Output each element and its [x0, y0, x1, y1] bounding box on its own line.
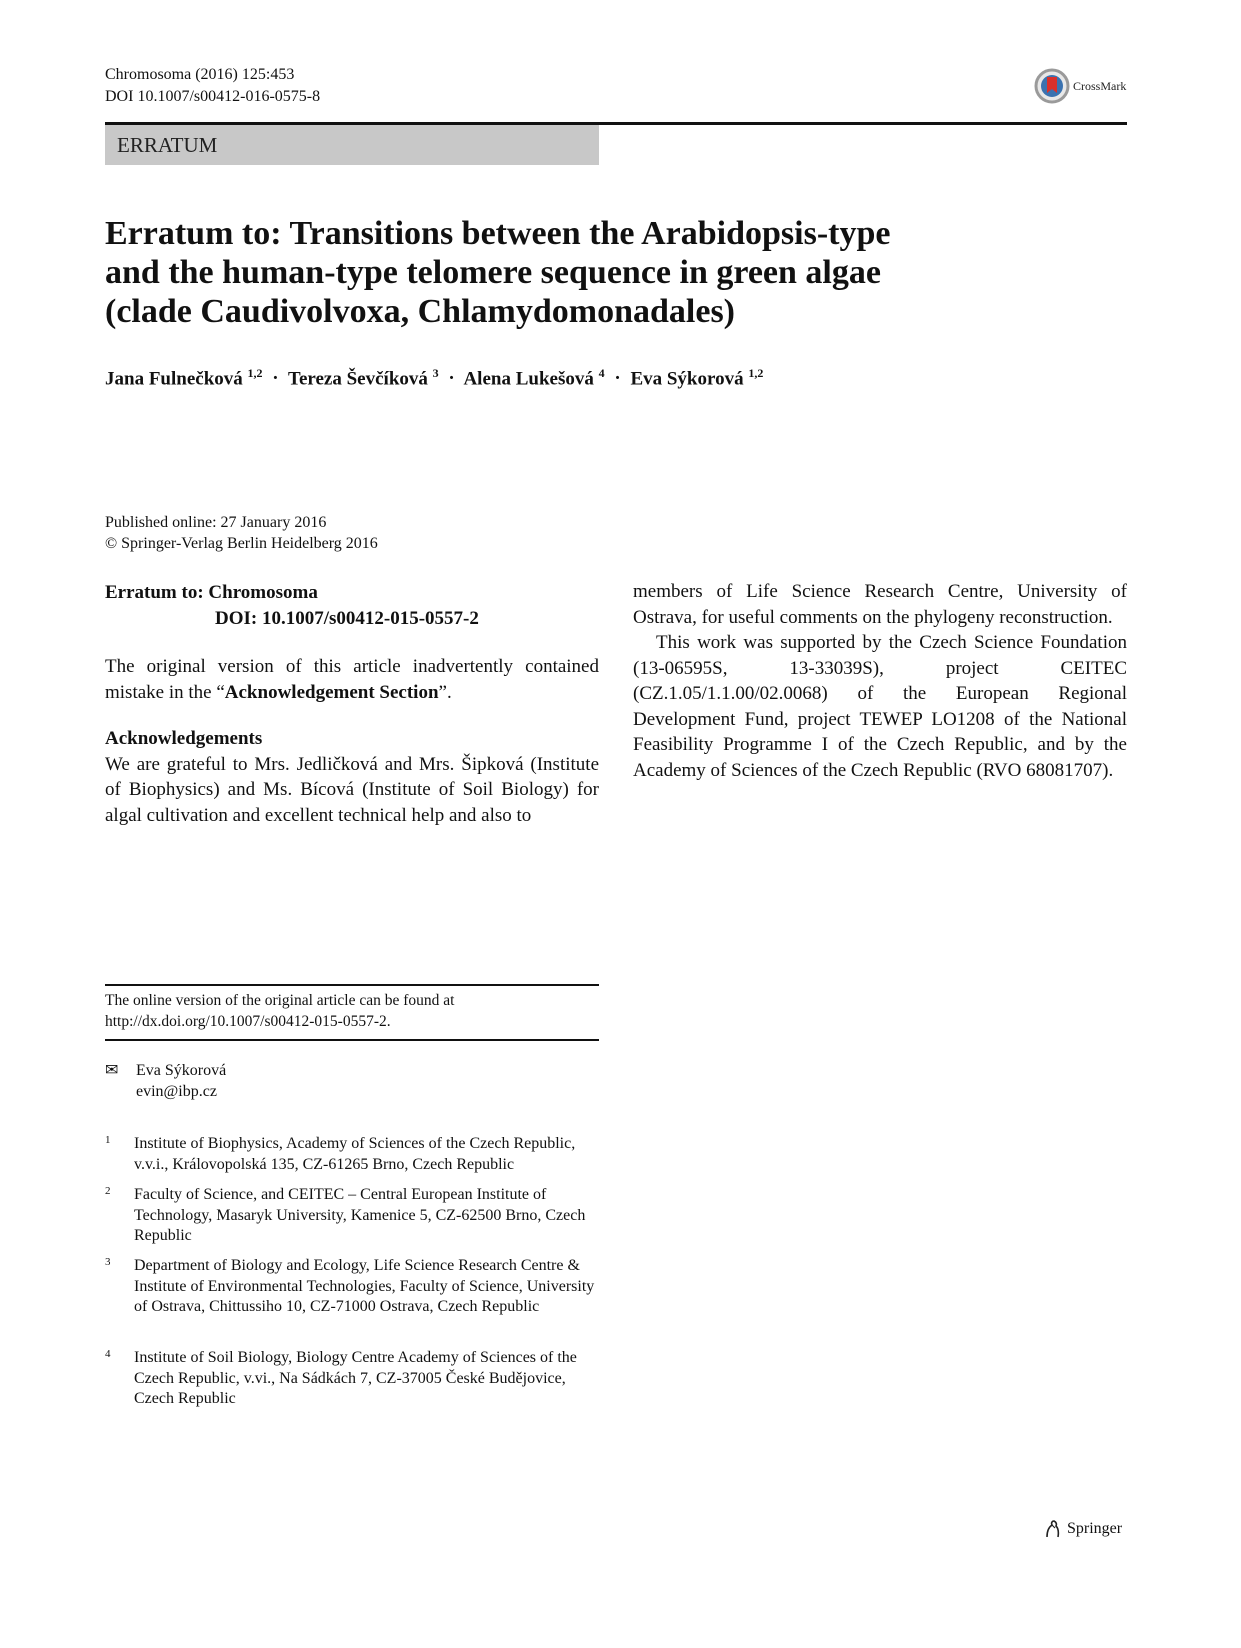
envelope-icon: ✉ [105, 1062, 119, 1079]
author-separator: · [614, 368, 621, 390]
acknowledgements-text-left: We are grateful to Mrs. Jedličková and Mrs. Šipková (Institute of Biophysics) and Ms. Bícová (Institute of Soil Biology) for algal cultivation and excellent technical help and also to [105, 753, 599, 826]
author-affiliation-ref: 3 [432, 366, 439, 380]
article-title [105, 214, 1005, 331]
title-line: (clade Caudivolvoxa, Chlamydomonadales) [105, 293, 735, 330]
journal-citation: Chromosoma (2016) 125:453 [105, 66, 295, 83]
title-line: Erratum to: Transitions between the Arabidopsis-type [105, 215, 891, 252]
erratum-intro-paragraph [105, 654, 599, 705]
erratum-label: Erratum to: Chromosoma [105, 582, 318, 603]
affiliation-text: Department of Biology and Ecology, Life Science Research Centre & Institute of Environmental Technologies, Faculty of Science, University of Ostrava, Chittussiho 10, CZ-71000 Ostrava, Czech Republic [134, 1257, 595, 1315]
title-line: and the human-type telomere sequence in green algae [105, 254, 881, 291]
acknowledgements-continued [633, 579, 1127, 783]
publisher-logo [1043, 1519, 1122, 1539]
affiliation-text: Faculty of Science, and CEITEC – Central European Institute of Technology, Masaryk University, Kamenice 5, CZ-62500 Brno, Czech Republic [134, 1186, 586, 1244]
affiliation-text: Institute of Soil Biology, Biology Centre Academy of Sciences of the Czech Republic, v.vi., Na Sádkách 7, CZ-37005 České Budějovice, Czech Republic [134, 1349, 577, 1407]
author-name[interactable]: Tereza Ševčíková [288, 368, 428, 390]
corresponding-author-name: Eva Sýkorová [136, 1062, 227, 1079]
erratum-reference [105, 580, 599, 632]
author-affiliation-ref: 4 [598, 366, 605, 380]
affiliation-item [105, 1256, 605, 1318]
affiliation-text: Institute of Biophysics, Academy of Sciences of the Czech Republic, v.v.i., Královopolská 135, CZ-61265 Brno, Czech Republic [134, 1135, 576, 1173]
author-separator: · [272, 368, 279, 390]
funding-paragraph: This work was supported by the Czech Science Foundation (13-06595S, 13-33039S), project CEITEC (CZ.1.05/1.1.00/02.0068) of the European Regional Development Fund, project TEWEP LO1208 of the National Feasibility Programme I of the Czech Republic, and by the Academy of Sciences of the Czech Republic (RVO 68081707). [633, 632, 1127, 781]
erratum-original-doi[interactable]: DOI: 10.1007/s00412-015-0557-2 [215, 608, 479, 629]
affiliation-item [105, 1348, 605, 1410]
corresponding-author-email[interactable]: evin@ibp.cz [136, 1083, 217, 1100]
acknowledgements-heading: Acknowledgements [105, 728, 263, 749]
acknowledgements-text-right: members of Life Science Research Centre, University of Ostrava, for useful comments on the phylogeny reconstruction. [633, 581, 1127, 628]
author-affiliation-ref: 1,2 [247, 366, 263, 380]
crossmark-icon [1034, 68, 1070, 104]
copyright-line: © Springer-Verlag Berlin Heidelberg 2016 [105, 535, 378, 552]
intro-bold-text: Acknowledgement Section [224, 681, 439, 703]
author-name[interactable]: Eva Sýkorová [630, 368, 744, 390]
published-online-date: Published online: 27 January 2016 [105, 514, 327, 531]
affiliation-number: 4 [105, 1348, 111, 1360]
author-affiliation-ref: 1,2 [748, 366, 764, 380]
article-doi: DOI 10.1007/s00412-016-0575-8 [105, 88, 321, 105]
online-version-note: The online version of the original article can be found at http://dx.doi.org/10.1007/s00412-015-0557-2. [105, 984, 599, 1041]
crossmark-label: CrossMark [1073, 78, 1127, 93]
intro-text-end: ”. [438, 681, 452, 703]
affiliation-item [105, 1185, 605, 1247]
affiliation-number: 3 [105, 1256, 111, 1268]
publisher-name: Springer [1067, 1520, 1123, 1537]
acknowledgements-section [105, 726, 599, 828]
publication-info [105, 512, 378, 554]
author-name[interactable]: Alena Lukešová [463, 368, 594, 390]
author-list [105, 366, 763, 390]
affiliation-item [105, 1134, 605, 1175]
article-type-band: ERRATUM [105, 125, 599, 165]
affiliation-number: 2 [105, 1185, 111, 1197]
springer-horse-icon [1043, 1519, 1063, 1539]
author-name[interactable]: Jana Fulnečková [105, 368, 243, 390]
affiliation-number: 1 [105, 1134, 111, 1146]
corresponding-author [105, 1060, 226, 1102]
crossmark-badge[interactable] [1034, 68, 1126, 104]
intro-text: The original version of this article inadvertently contained mistake in the “ [105, 656, 599, 703]
author-separator: · [448, 368, 455, 390]
